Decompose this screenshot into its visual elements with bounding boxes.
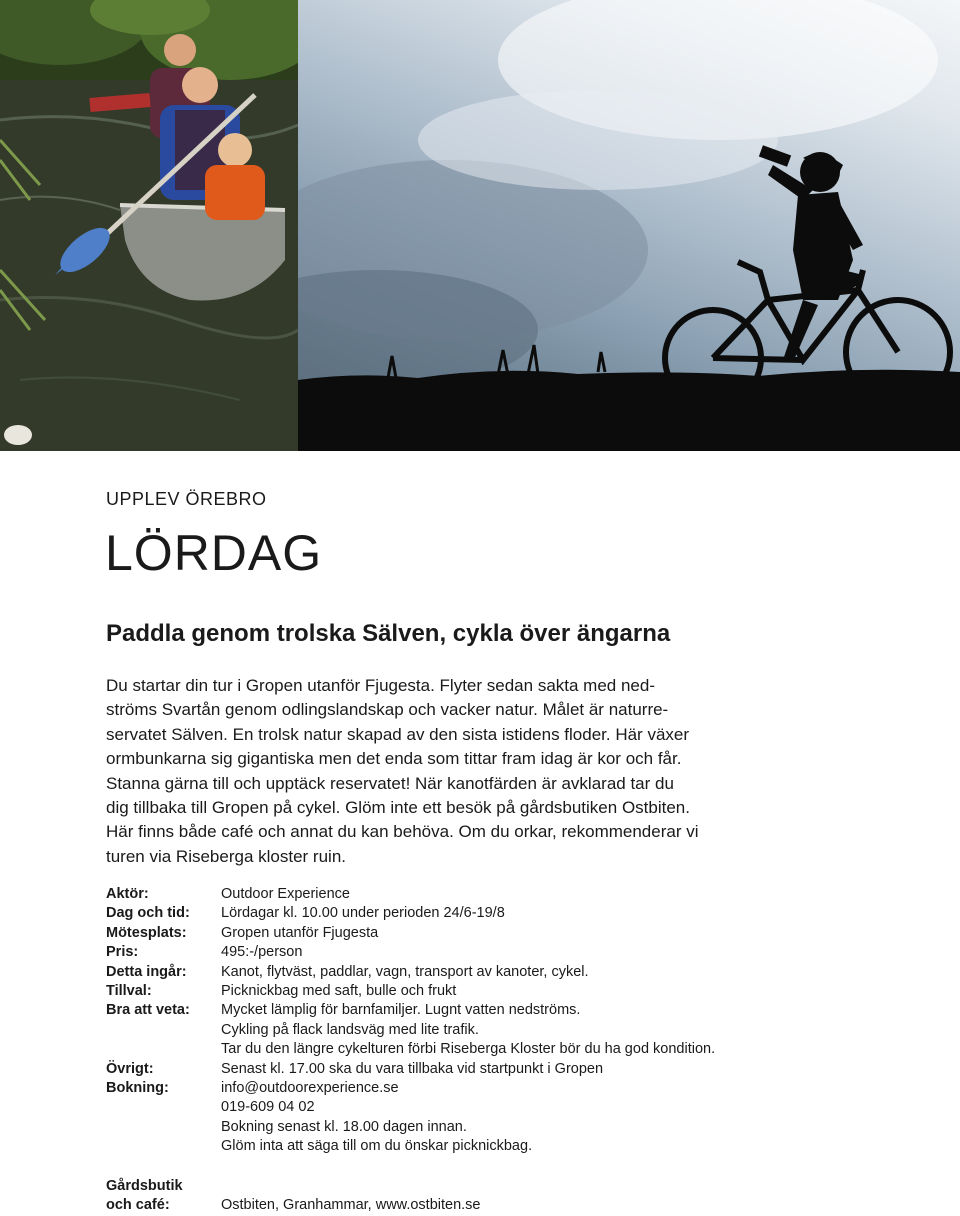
detail-row-meeting-place: Mötesplats: Gropen utanför Fjugesta xyxy=(106,924,379,941)
detail-row-actor: Aktör: Outdoor Experience xyxy=(106,886,350,902)
page-title: LÖRDAG xyxy=(105,525,323,581)
section-label: UPPLEV ÖREBRO xyxy=(106,489,267,509)
detail-row-price: Pris: 495:-/person xyxy=(106,944,303,961)
detail-row-farm-shop: Gårdsbutik och café: Ostbiten, Granhammar, www.ostbiten.se xyxy=(106,1177,806,1216)
cyclist-photo xyxy=(298,0,960,451)
detail-row-booking: Bokning: info@outdoorexperience.se 019-609 04 02 Bokning senast kl. 18.00 dagen innan. Glöm inta att säga till om du önskar picknickbag. xyxy=(106,1079,806,1157)
body-text: Du startar din tur i Gropen utanför Fjugesta. Flyter sedan sakta med ned- ströms Svartån genom odlingslandskap och vacker natur. Målet är naturre- servatet Sälven. En trolsk natur skapad av den sista istidens floder. Här växer ormbunkarna sig gigantiska men det enda som tittar fram idag är kor och får. Stanna gärna till och upptäck reservatet! När kanotfärden är avklarad tar du dig tillbaka till Gropen på cykel. Glöm inte ett besök på gårdsbutiken Ostbiten. Här finns både café och annat du kan behöva. Om du orkar, rekommenderar vi turen via Riseberga kloster ruin. xyxy=(106,676,699,866)
headline: Paddla genom trolska Sälven, cykla över ängarna xyxy=(106,620,671,647)
detail-row-good-to-know: Bra att veta: Mycket lämplig för barnfamiljer. Lugnt vatten nedströms. Cykling på flack landsväg med lite trafik. Tar du den längre cykelturen förbi Riseberga Kloster bör du ha god kondition. xyxy=(106,1002,716,1058)
booking-phone: 019-609 04 02 xyxy=(221,1099,315,1116)
farm-shop-value: Ostbiten, Granhammar, www.ostbiten.se xyxy=(221,1197,481,1214)
detail-row-included: Detta ingår: Kanot, flytväst, paddlar, vagn, transport av kanoter, cykel. xyxy=(106,963,589,980)
canoe-photo xyxy=(0,0,298,451)
detail-row-addon: Tillval: Picknickbag med saft, bulle och frukt xyxy=(106,983,457,1000)
booking-email-link[interactable]: info@outdoorexperience.se xyxy=(221,1080,399,1097)
detail-row-day-time: Dag och tid: Lördagar kl. 10.00 under perioden 24/6-19/8 xyxy=(106,905,505,922)
details-list xyxy=(106,885,806,1216)
detail-row-other: Övrigt: Senast kl. 17.00 ska du vara tillbaka vid startpunkt i Gropen xyxy=(106,1060,604,1077)
